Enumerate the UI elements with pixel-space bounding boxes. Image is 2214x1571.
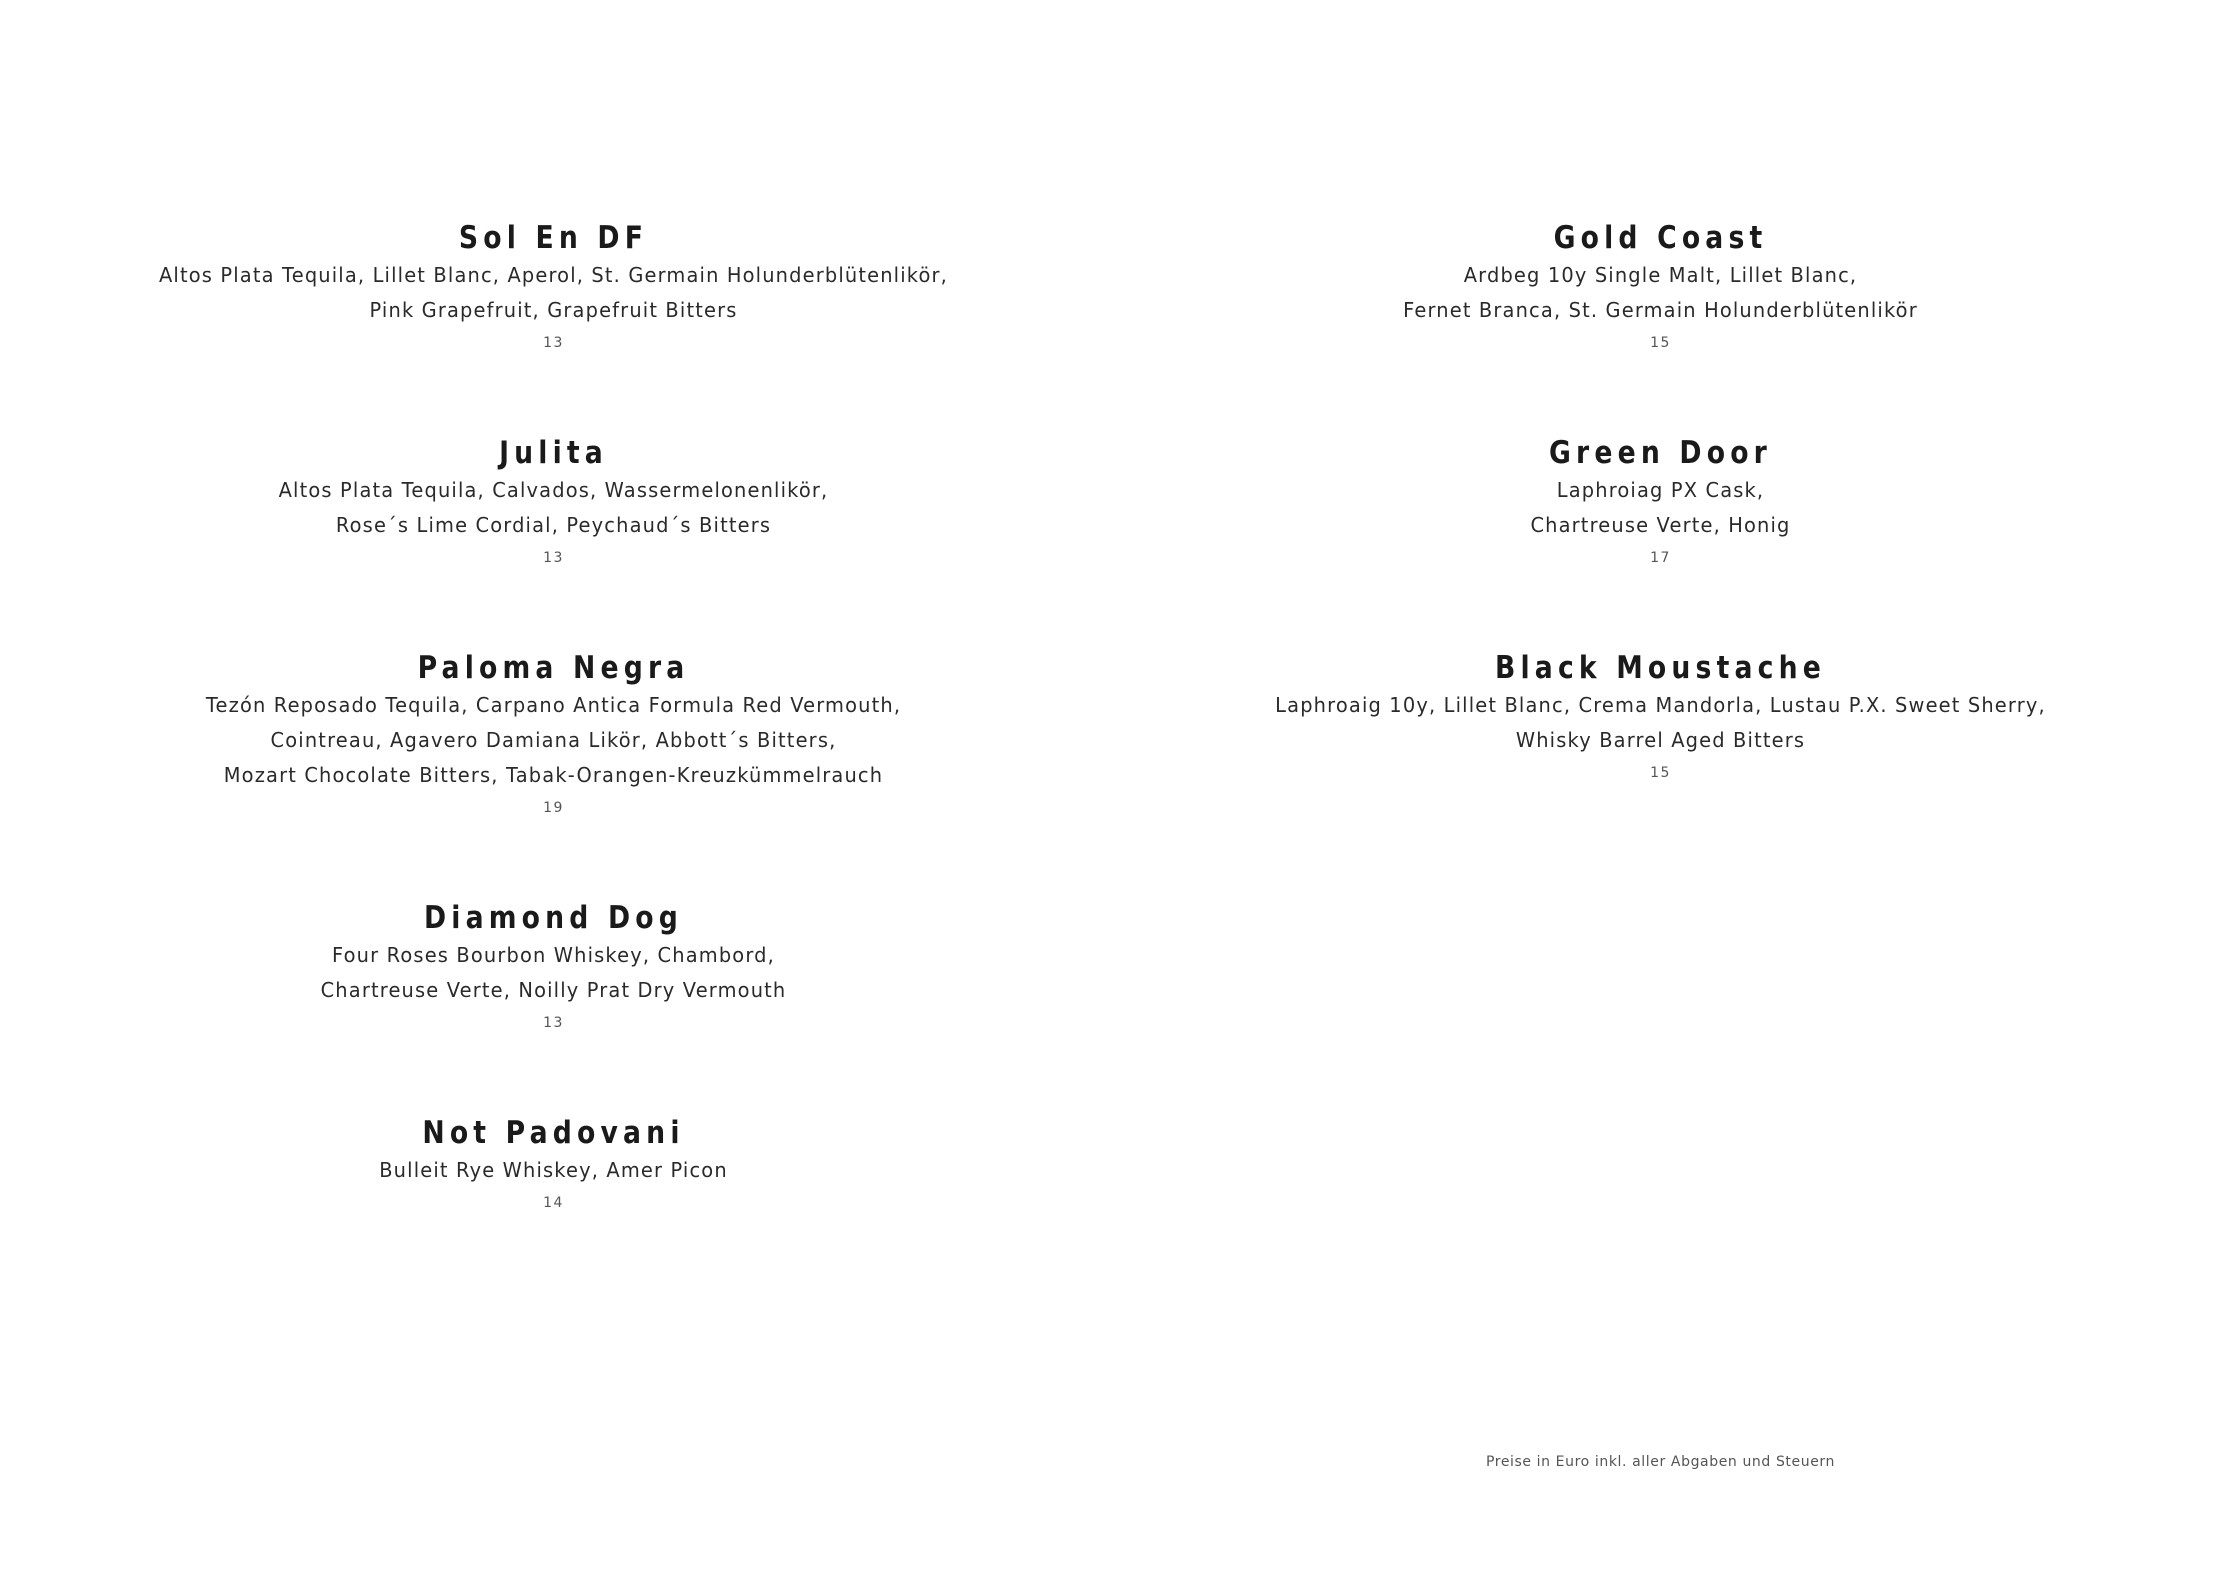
menu-item-ingredients xyxy=(0,688,1107,793)
menu-item-price: 15 xyxy=(1650,335,1671,351)
ingredient-line: Ardbeg 10y Single Malt, Lillet Blanc, xyxy=(1463,263,1858,287)
ingredient-line: Rose´s Lime Cordial, Peychaud´s Bitters xyxy=(335,513,772,537)
menu-item-price: 19 xyxy=(543,800,564,816)
menu-item-paloma-negra xyxy=(0,648,1107,818)
ingredient-line: Altos Plata Tequila, Calvados, Wassermelonenlikör, xyxy=(278,478,829,502)
ingredient-line: Chartreuse Verte, Honig xyxy=(1530,513,1791,537)
ingredient-line: Laphroaig 10y, Lillet Blanc, Crema Mandorla, Lustau P.X. Sweet Sherry, xyxy=(1275,693,2046,717)
menu-item-title: Sol En DF xyxy=(458,220,649,256)
ingredient-line: Cointreau, Agavero Damiana Likör, Abbott´s Bitters, xyxy=(270,728,837,752)
menu-item-price: 13 xyxy=(543,335,564,351)
menu-item-title: Black Moustache xyxy=(1495,650,1826,686)
menu-item-diamond-dog xyxy=(0,898,1107,1033)
menu-item-ingredients xyxy=(1107,473,2214,543)
ingredient-line: Pink Grapefruit, Grapefruit Bitters xyxy=(369,298,738,322)
menu-item-price: 13 xyxy=(543,1015,564,1031)
menu-item-ingredients xyxy=(0,258,1107,328)
ingredient-line: Fernet Branca, St. Germain Holunderblütenlikör xyxy=(1403,298,1918,322)
ingredient-line: Mozart Chocolate Bitters, Tabak-Orangen-Kreuzkümmelrauch xyxy=(223,763,884,787)
menu-item-title: Diamond Dog xyxy=(424,900,683,936)
menu-item-not-padovani xyxy=(0,1113,1107,1213)
menu-item-ingredients xyxy=(0,1153,1107,1188)
menu-item-julita xyxy=(0,433,1107,568)
menu-column-right xyxy=(1107,0,2214,1571)
ingredient-line: Tezón Reposado Tequila, Carpano Antica Formula Red Vermouth, xyxy=(205,693,902,717)
menu-item-price: 17 xyxy=(1650,550,1671,566)
menu-item-gold-coast xyxy=(1107,218,2214,353)
menu-item-ingredients xyxy=(0,473,1107,543)
menu-item-sol-en-df xyxy=(0,218,1107,353)
menu-item-green-door xyxy=(1107,433,2214,568)
menu-item-price: 13 xyxy=(543,550,564,566)
menu-item-ingredients xyxy=(1107,258,2214,328)
ingredient-line: Altos Plata Tequila, Lillet Blanc, Aperol, St. Germain Holunderblütenlikör, xyxy=(158,263,949,287)
ingredient-line: Whisky Barrel Aged Bitters xyxy=(1515,728,1806,752)
menu-item-title: Green Door xyxy=(1549,435,1772,471)
ingredient-line: Bulleit Rye Whiskey, Amer Picon xyxy=(379,1158,728,1182)
menu-item-ingredients xyxy=(0,938,1107,1008)
price-disclaimer: Preise in Euro inkl. aller Abgaben und Steuern xyxy=(1485,1454,1836,1470)
menu-item-black-moustache xyxy=(1107,648,2214,783)
menu-item-title: Paloma Negra xyxy=(417,650,690,686)
ingredient-line: Chartreuse Verte, Noilly Prat Dry Vermouth xyxy=(320,978,787,1002)
menu-item-price: 14 xyxy=(543,1195,564,1211)
menu-item-title: Gold Coast xyxy=(1553,220,1768,256)
ingredient-line: Laphroiag PX Cask, xyxy=(1556,478,1765,502)
menu-item-price: 15 xyxy=(1650,765,1671,781)
ingredient-line: Four Roses Bourbon Whiskey, Chambord, xyxy=(332,943,775,967)
menu-item-title: Julita xyxy=(499,435,608,471)
menu-item-title: Not Padovani xyxy=(422,1115,685,1151)
menu-item-ingredients xyxy=(1107,688,2214,758)
